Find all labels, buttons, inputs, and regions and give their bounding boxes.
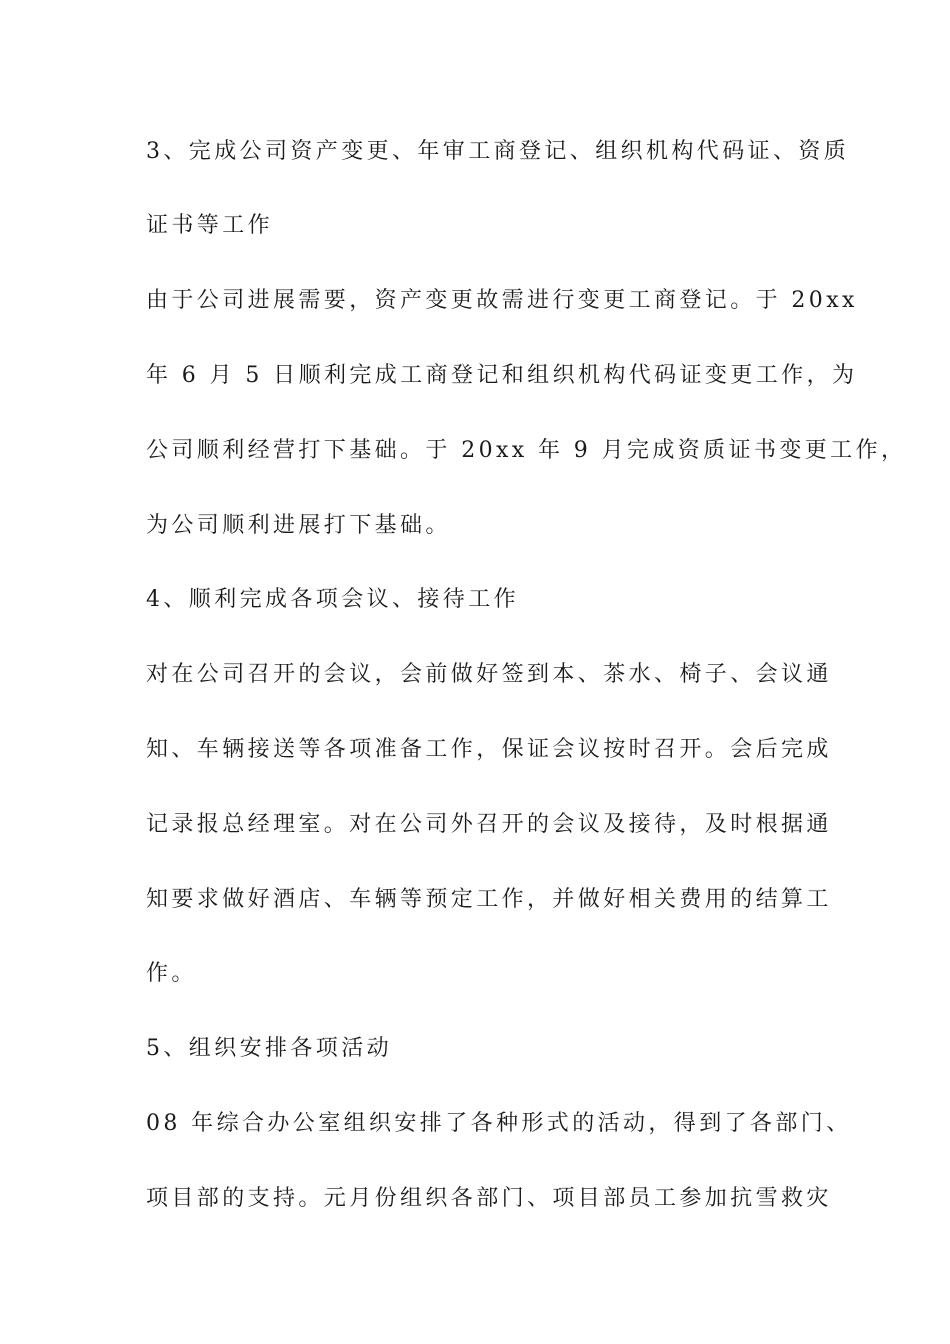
paragraph-line: 知要求做好酒店、车辆等预定工作，并做好相关费用的结算工 bbox=[146, 887, 832, 912]
paragraph-line: 公司顺利经营打下基础。于 20xx 年 9 月完成资质证书变更工作， bbox=[146, 438, 907, 463]
paragraph-line: 作。 bbox=[146, 961, 197, 986]
heading-section-3-line-1: 3、完成公司资产变更、年审工商登记、组织机构代码证、资质 bbox=[146, 139, 850, 164]
heading-section-5: 5、组织安排各项活动 bbox=[146, 1036, 392, 1061]
paragraph-line: 项目部的支持。元月份组织各部门、项目部员工参加抗雪救灾 bbox=[146, 1186, 832, 1211]
paragraph-line: 记录报总经理室。对在公司外召开的会议及接待，及时根据通 bbox=[146, 812, 832, 837]
heading-section-4: 4、顺利完成各项会议、接待工作 bbox=[146, 587, 519, 612]
paragraph-line: 对在公司召开的会议，会前做好签到本、茶水、椅子、会议通 bbox=[146, 662, 832, 687]
paragraph-line: 知、车辆接送等各项准备工作，保证会议按时召开。会后完成 bbox=[146, 737, 832, 762]
heading-section-3-line-2: 证书等工作 bbox=[146, 213, 274, 238]
paragraph-line: 08 年综合办公室组织安排了各种形式的活动，得到了各部门、 bbox=[146, 1111, 852, 1136]
paragraph-line: 由于公司进展需要，资产变更故需进行变更工商登记。于 20xx bbox=[146, 288, 858, 313]
paragraph-line: 为公司顺利进展打下基础。 bbox=[146, 513, 451, 538]
paragraph-line: 年 6 月 5 日顺利完成工商登记和组织机构代码证变更工作，为 bbox=[146, 363, 858, 388]
